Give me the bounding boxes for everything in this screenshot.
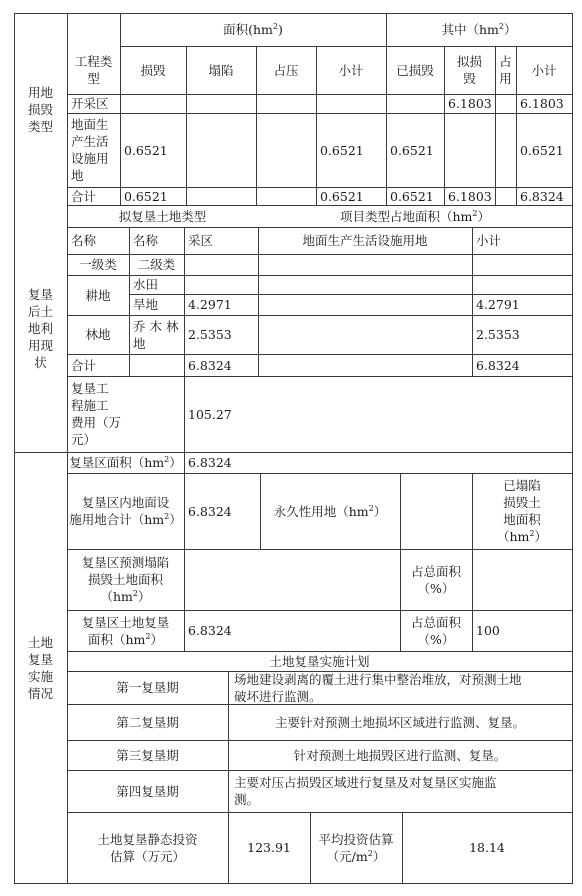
percent-label: 占总面积 （%） [410, 564, 461, 596]
section2-bottom [14, 452, 573, 453]
column-header: 占 用 [499, 54, 512, 86]
s1-colheader-bottom [67, 94, 573, 95]
collapsed-area-label: 已塌陷 损毁土 地面积 $(hm^2)$ [496, 478, 547, 544]
s2-line [67, 376, 573, 377]
row-label: 开采区 [71, 96, 109, 111]
facility-total-label: 复垦区内地面设 施用地合计$(hm^2)$ [69, 495, 182, 527]
s3-line [67, 740, 573, 741]
grid-line [184, 227, 185, 453]
s1-header-line [120, 46, 573, 47]
static-investment-value: 123.91 [247, 840, 291, 855]
table-cell: 0.6521 [320, 143, 364, 158]
s2-line [129, 294, 573, 295]
of-which-header: 其中$(hm^2)$ [441, 21, 517, 37]
table-cell: 0.6521 [520, 143, 564, 158]
table-cell: 6.1803 [448, 189, 492, 204]
percent-value: 100 [476, 623, 500, 638]
table-border-top [14, 13, 573, 14]
column-header: 拟损 毁 [456, 54, 482, 86]
mining-area-header: 采区 [188, 233, 214, 248]
cost-value: 105.27 [188, 407, 232, 422]
facility-total-value: 6.8324 [188, 504, 232, 519]
s2-line [67, 315, 573, 316]
table-cell: 0.6521 [124, 189, 168, 204]
row-label: 合计 [71, 189, 97, 204]
name-header: 名称 [133, 233, 159, 248]
qiaomu-subtotal: 2.5353 [476, 327, 520, 342]
area-header: 面积$(hm^2)$ [223, 21, 283, 37]
s1-row-line [67, 113, 573, 114]
s3-line [67, 770, 573, 771]
qiaomu-area: 2.5353 [188, 327, 232, 342]
total-area: 6.8324 [188, 358, 232, 373]
average-investment-label: 平均投资估算 （元$/m^2$） [318, 832, 394, 864]
column-header: 占压 [273, 63, 299, 78]
table-cell: 6.1803 [448, 96, 492, 111]
grid-line [228, 671, 229, 813]
name-header: 名称 [71, 233, 97, 248]
reclaim-land-value: 6.8324 [188, 623, 232, 638]
predicted-area-label: 复垦区预测塌陷 损毁土地面积 $(hm^2)$ [81, 555, 170, 604]
s3-line [67, 812, 573, 813]
s2-line [67, 254, 573, 255]
column-header: 小计 [338, 63, 364, 78]
project-area-header: 项目类型占地面积$(hm^2)$ [339, 208, 490, 224]
phase-name: 第二复垦期 [116, 715, 179, 730]
phase-name: 第三复垦期 [116, 748, 179, 763]
table-border-bottom [14, 883, 573, 884]
column-header: 损毁 [140, 63, 166, 78]
facility-land-header: 地面生产生活设施用地 [302, 233, 428, 248]
cost-label: 复垦工 程施工 费用（万 元） [71, 381, 122, 447]
average-investment-value: 18.14 [469, 840, 505, 855]
phase-description: 场地建设剥离的覆土进行集中整治堆放，对预测土地 破坏进行监测。 [234, 672, 522, 704]
column-header: 小计 [531, 63, 557, 78]
side-label-implementation: 土地 复垦 实施 情况 [27, 635, 53, 701]
phase-description: 主要针对预测土地损坏区域进行监测、复垦。 [274, 715, 525, 730]
s3-line [67, 651, 573, 652]
land-type-header: 拟复垦土地类型 [118, 209, 207, 224]
grid-line [386, 13, 387, 206]
table-cell: 0.6521 [124, 143, 168, 158]
reclaim-area-label: 复垦区面积$(hm^2)$ [69, 454, 182, 470]
table-cell: 0.6521 [390, 189, 434, 204]
column-header: 已损毁 [396, 63, 434, 78]
handi-subtotal: 4.2791 [476, 297, 520, 312]
static-investment-label: 土地复垦静态投资 估算（万元） [97, 832, 198, 864]
phase-description: 主要对压占损毁区域进行复垦及对复垦区实施监 测。 [234, 775, 497, 807]
section1-bottom [67, 205, 573, 206]
s2-line [67, 354, 573, 355]
grid-line [184, 452, 185, 652]
column-header: 工程类 型 [74, 54, 113, 86]
total-label: 合计 [71, 358, 97, 373]
total-subtotal: 6.8324 [476, 358, 520, 373]
permanent-land-label: 永久性用地$(hm^2)$ [273, 503, 387, 519]
grid-line [472, 227, 473, 377]
table-cell: 0.6521 [390, 143, 434, 158]
column-header: 塌陷 [208, 63, 234, 78]
s3-line [67, 610, 573, 611]
plan-title: 土地复垦实施计划 [269, 654, 370, 669]
percent-label: 占总面积 （%） [410, 615, 461, 647]
land-class-gengdi: 耕地 [85, 288, 111, 303]
table-cell: 6.1803 [520, 96, 564, 111]
s2-line [67, 227, 573, 228]
land-subclass-handi: 旱地 [133, 297, 159, 312]
level2-header: 二级类 [137, 257, 176, 272]
land-class-lindi: 林地 [85, 327, 111, 342]
land-subclass-qiaomu: 乔 木 林 地 [133, 319, 179, 351]
table-cell: 0.6521 [320, 189, 364, 204]
phase-name: 第一复垦期 [116, 680, 179, 695]
phase-description: 针对预测土地损毁区进行监测、复垦。 [293, 748, 507, 763]
subtotal-header: 小计 [476, 233, 502, 248]
grid-line [129, 227, 130, 377]
side-label-post-reclaim: 复垦 后土 地利 用现 状 [27, 287, 53, 370]
s3-line [67, 549, 573, 550]
s3-line [67, 473, 573, 474]
reclaim-area-value: 6.8324 [188, 455, 232, 470]
row-label: 地面生 产生活 设施用 地 [71, 117, 109, 183]
level1-header: 一级类 [79, 257, 117, 272]
handi-area: 4.2971 [188, 297, 232, 312]
table-border-left [14, 13, 15, 884]
land-subclass-shuitian: 水田 [133, 277, 159, 292]
phase-name: 第四复垦期 [116, 784, 179, 799]
table-cell: 6.8324 [520, 189, 564, 204]
table-border-right [572, 13, 573, 884]
grid-line [120, 13, 121, 206]
reclaim-land-label: 复垦区土地复垦 面积$(hm^2)$ [81, 615, 170, 647]
grid-line [258, 227, 259, 377]
side-label-damage-type: 用地 损毁 类型 [27, 85, 53, 134]
